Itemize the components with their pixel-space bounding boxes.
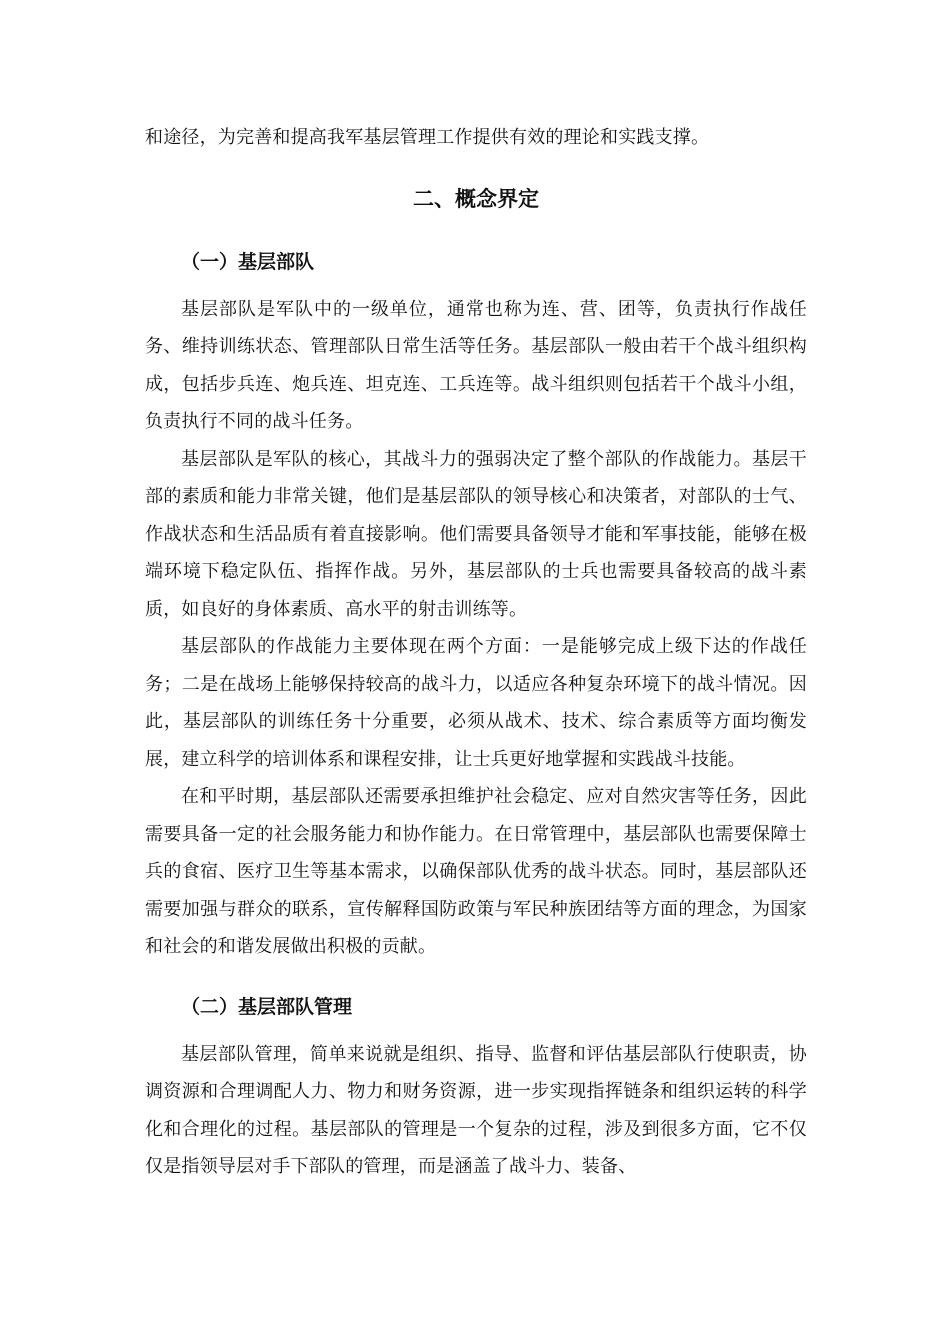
subsection-title-1: （一）基层部队	[181, 250, 315, 273]
intro-tail-paragraph: 和途径，为完善和提高我军基层管理工作提供有效的理论和实践支撑。	[145, 127, 710, 148]
section-title: 二、概念界定	[413, 186, 539, 211]
document-page	[145, 119, 807, 1186]
paragraph: 基层部队的作战能力主要体现在两个方面：一是能够完成上级下达的作战任务；二是在战场上能够保持较高的战斗力，以适应各种复杂环境下的战斗情况。因此，基层部队的训练任务十分重要，必须从战术、技术、综合素质等方面均衡发展，建立科学的培训体系和课程安排，让士兵更好地掌握和实践战斗技能。	[145, 636, 807, 770]
paragraph: 基层部队是军队的核心，其战斗力的强弱决定了整个部队的作战能力。基层干部的素质和能力非常关键，他们是基层部队的领导核心和决策者，对部队的士气、作战状态和生活品质有着直接影响。他们需要具备领导才能和军事技能，能够在极端环境下稳定队伍、指挥作战。另外，基层部队的士兵也需要具备较高的战斗素质，如良好的身体素质、高水平的射击训练等。	[145, 448, 807, 620]
subsection-title-2: （二）基层部队管理	[181, 995, 353, 1018]
paragraph: 基层部队管理，简单来说就是组织、指导、监督和评估基层部队行使职责，协调资源和合理调配人力、物力和财务资源，进一步实现指挥链条和组织运转的科学化和合理化的过程。基层部队的管理是一个复杂的过程，涉及到很多方面，它不仅仅是指领导层对手下部队的管理，而是涵盖了战斗力、装备、	[145, 1043, 807, 1177]
paragraph: 在和平时期，基层部队还需要承担维护社会稳定、应对自然灾害等任务，因此需要具备一定的社会服务能力和协作能力。在日常管理中，基层部队也需要保障士兵的食宿、医疗卫生等基本需求，以确保部队优秀的战斗状态。同时，基层部队还需要加强与群众的联系，宣传解释国防政策与军民种族团结等方面的理念，为国家和社会的和谐发展做出积极的贡献。	[145, 786, 807, 957]
paragraph: 基层部队是军队中的一级单位，通常也称为连、营、团等，负责执行作战任务、维持训练状态、管理部队日常生活等任务。基层部队一般由若干个战斗组织构成，包括步兵连、炮兵连、坦克连、工兵连等。战斗组织则包括若干个战斗小组，负责执行不同的战斗任务。	[145, 298, 807, 432]
